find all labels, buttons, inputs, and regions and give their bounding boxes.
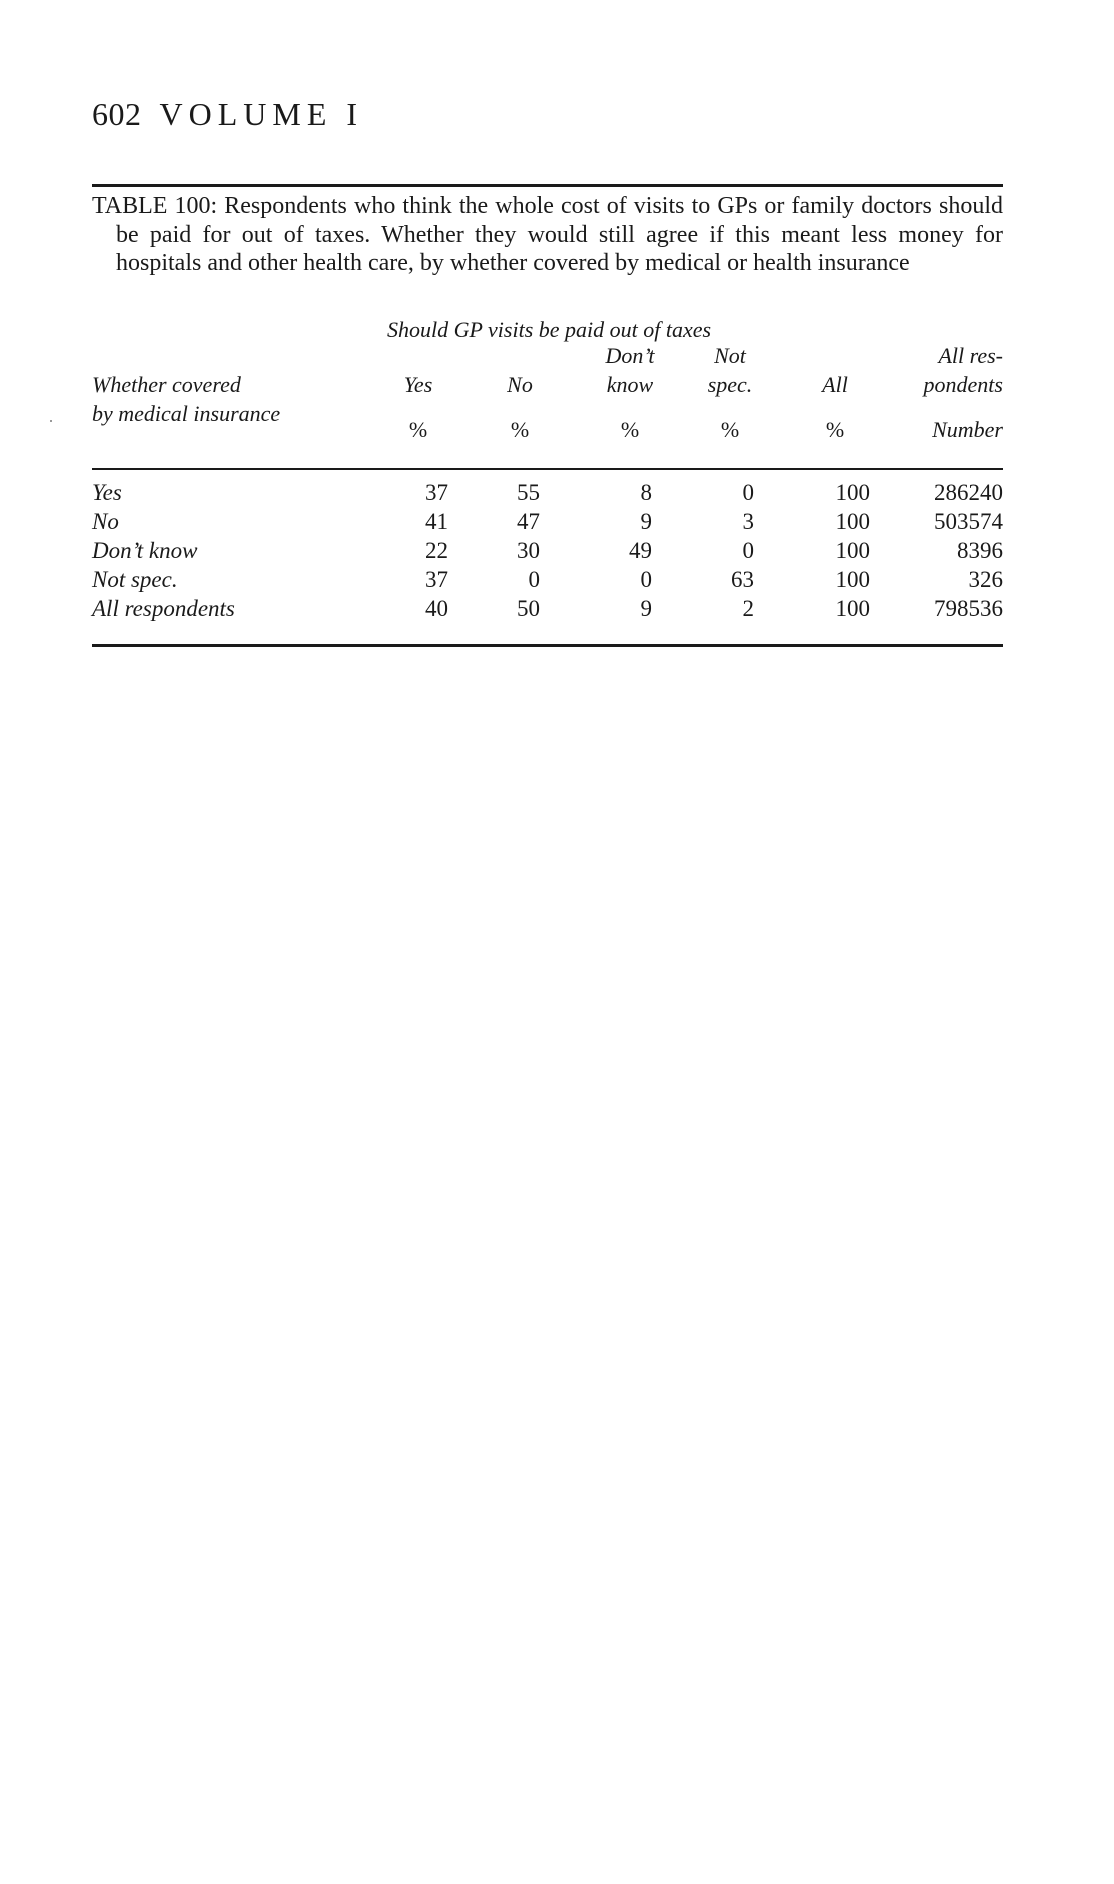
cell-all: 100 [835,538,870,563]
column-head-not-spec-line-1: Not [714,343,746,368]
cell-yes: 41 [425,509,448,534]
column-head-dont-know-line-1: Don’t [605,343,655,368]
row-label: Yes [92,480,122,505]
column-head-yes: Yes [403,372,433,397]
column-head-no: No [507,372,533,397]
cell-not-spec: 2 [742,596,754,621]
cell-no: 47 [517,509,540,534]
column-head-not-spec-line-2: spec. [707,372,753,397]
row-label: Not spec. [92,567,178,592]
cell-not-spec: 63 [731,567,754,592]
cell-no: 0 [528,567,540,592]
volume-label: VOLUME I [159,96,364,132]
stub-head-line-1: Whether covered [92,372,241,397]
cell-no: 30 [517,538,540,563]
table-bottom-rule [92,644,1003,647]
column-head-dont-know-line-2: know [606,372,654,397]
cell-no: 55 [517,480,540,505]
column-spanner-heading: Should GP visits be paid out of taxes [387,317,712,342]
row-label: All respondents [92,596,235,621]
unit-no: % [510,417,530,442]
cell-yes: 40 [425,596,448,621]
column-head-all-respondents-line-1: All res- [938,343,1003,368]
cell-dont-know: 0 [640,567,652,592]
cell-no: 50 [517,596,540,621]
table-header-rule [92,468,1003,470]
column-head-all: All [822,372,848,397]
cell-not-spec: 0 [742,480,754,505]
table-row [92,538,1003,567]
cell-dont-know: 8 [640,480,652,505]
table-row [92,480,1003,509]
unit-yes: % [408,417,428,442]
margin-mark [50,420,52,422]
cell-yes: 22 [425,538,448,563]
running-head [92,96,363,133]
row-label: Don’t know [92,538,198,563]
row-label: No [92,509,119,534]
unit-not-spec: % [720,417,740,442]
cell-all-respondents: 503574 [934,509,1003,534]
cell-all-respondents: 326 [968,567,1003,592]
column-head-all-respondents-line-2: pondents [923,372,1003,397]
table-row [92,596,1003,625]
stub-head-line-2: by medical insurance [92,401,281,426]
table-row [92,509,1003,538]
unit-all: % [825,417,845,442]
table-caption: TABLE 100: Respondents who think the whole cost of visits to GPs or family doctors should be paid for out of taxes. Whether they would still agree if this meant less money for hospitals and other health care, by whether covered by medical or health insurance [92,193,1003,276]
cell-yes: 37 [425,567,448,592]
table-row [92,567,1003,596]
cell-dont-know: 49 [629,538,652,563]
unit-dont-know: % [620,417,640,442]
cell-all-respondents: 798536 [934,596,1003,621]
cell-not-spec: 0 [742,538,754,563]
cell-all: 100 [835,567,870,592]
table-top-rule [92,184,1003,187]
cell-all-respondents: 286240 [934,480,1003,505]
cell-dont-know: 9 [640,596,652,621]
cell-yes: 37 [425,480,448,505]
unit-all-respondents: Number [932,417,1003,442]
cell-not-spec: 3 [742,509,754,534]
cell-all: 100 [835,596,870,621]
cell-dont-know: 9 [640,509,652,534]
cell-all: 100 [835,509,870,534]
cell-all-respondents: 8396 [957,538,1003,563]
cell-all: 100 [835,480,870,505]
page-number: 602 [92,96,142,132]
